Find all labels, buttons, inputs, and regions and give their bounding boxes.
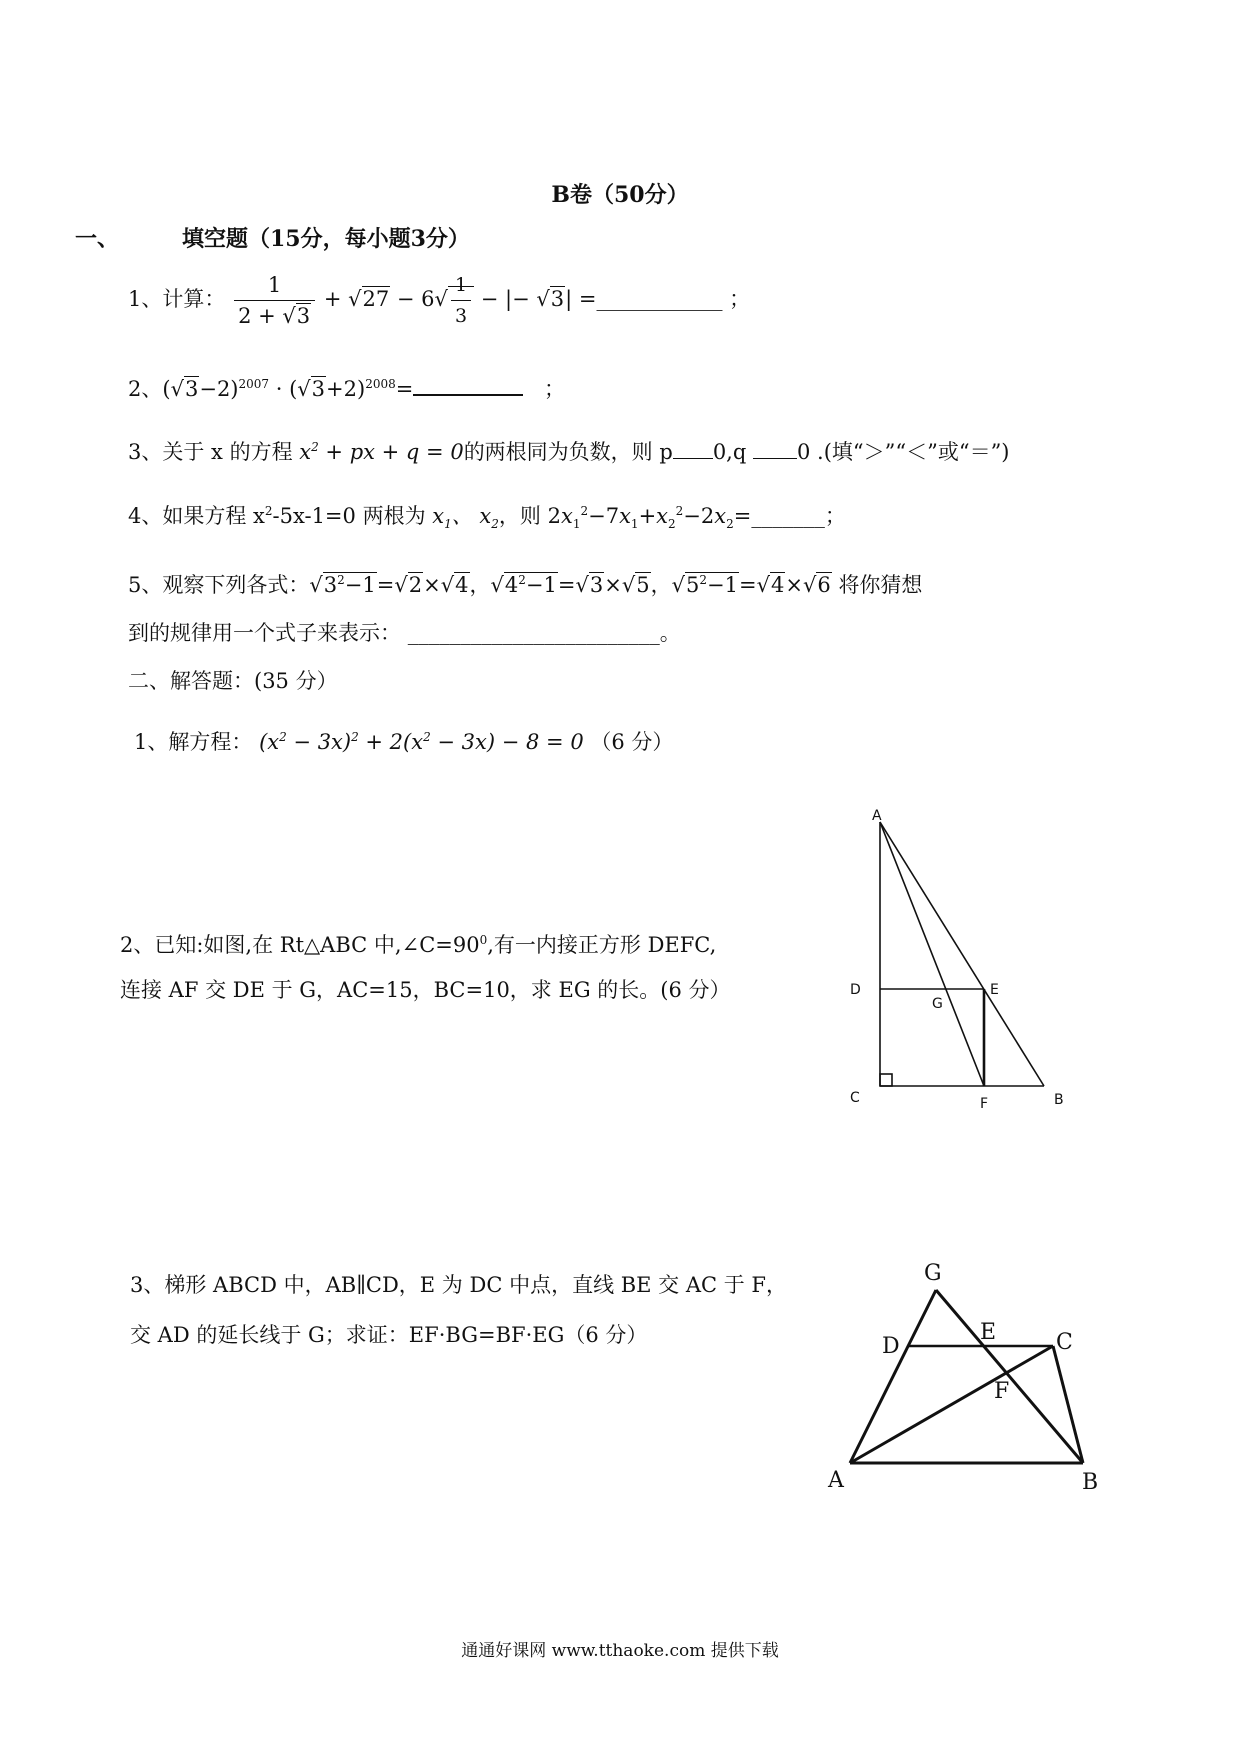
fig1-label-c: C <box>850 1090 860 1106</box>
fig2-label-e: E <box>980 1320 997 1345</box>
q2-end: ； <box>544 377 566 401</box>
q5-text-a: 观察下列各式： <box>162 573 310 597</box>
q1-frac-den: 2 + √3 <box>238 304 311 328</box>
fig1-label-d: D <box>850 982 861 998</box>
q3-text-b: 的两根同为负数，则 p <box>463 440 673 464</box>
fig2-label-g: G <box>924 1261 942 1286</box>
question-2-2-line1 <box>120 925 716 960</box>
fig2-label-a: A <box>828 1468 844 1492</box>
fig1-label-b: B <box>1054 1092 1064 1108</box>
q3-text-d: 0 .(填“＞”“＜”或“＝”) <box>796 440 1010 464</box>
q1-frac-num: 1 <box>234 270 315 301</box>
question-1-5 <box>128 565 922 600</box>
q4-expr: $2x_1^2-7x_1+x_2^2-2x_2=$ <box>547 504 752 532</box>
footer-text: 通通好课网 www.tthaoke.com 提供下载 <box>461 1641 779 1661</box>
q1-expr: + √27 − 6 <box>323 287 435 311</box>
fig2-label-c: C <box>1056 1330 1073 1355</box>
fig1-label-a: A <box>872 808 882 824</box>
q5-formulas: $√3^2-1=√2\times√4$，$√4^2-1=√3\times√5$，$√5^2-1=√4\times√6$ <box>309 573 831 597</box>
fig1-label-f: F <box>980 1096 989 1112</box>
fig1-label-g: G <box>932 996 943 1012</box>
q5-text-b: 将你猜想 <box>838 573 923 597</box>
question-2-3-line2: 交 AD 的延长线于 G；求证：EF·BG=BF·EG（6 分） <box>130 1323 648 1347</box>
q5-number: 5、 <box>128 573 163 597</box>
s2q2-line1-end: ,有一内接正方形 DEFC, <box>487 933 717 957</box>
figure-trapezoid <box>820 1252 1120 1492</box>
q3-text-a: 关于 x 的方程 <box>162 440 293 464</box>
question-1-1 <box>128 270 750 331</box>
q3-number: 3、 <box>128 440 163 464</box>
s2q2-degree: 0 <box>479 933 488 947</box>
fig1-right-angle-mark <box>880 1074 892 1086</box>
question-2-1 <box>134 722 673 757</box>
s2q1-points: （6 分） <box>590 730 674 754</box>
q1-number: 1、 <box>128 287 163 311</box>
q3-text-c: 0,q <box>712 440 747 464</box>
s2q2-line1: 2、已知:如图,在 Rt△ABC 中,∠C=90 <box>120 933 480 957</box>
question-2-3-line1: 3、梯形 ABCD 中，AB∥CD，E 为 DC 中点，直线 BE 交 AC 于 F， <box>130 1273 788 1297</box>
q5-end: 。 <box>659 621 681 645</box>
q2-blank[interactable] <box>413 394 523 396</box>
q4-text-c: ，则 <box>498 504 541 528</box>
q5-line2: 到的规律用一个式子来表示： <box>128 621 401 645</box>
question-2-2-line2: 连接 AF 交 DE 于 G，AC=15，BC=10，求 EG 的长。(6 分） <box>120 978 731 1002</box>
s2q1-label: 解方程： <box>168 730 253 754</box>
q4-roots: $x_1$、 $x_2$ <box>432 504 499 532</box>
q1-sqrt-frac: √ $\frac{1}{3}$ <box>435 270 474 331</box>
question-1-3 <box>128 432 1010 467</box>
q2-expr: $(√3-2)^{2007} \cdot (√3+2)^{2008}=$ <box>162 377 414 401</box>
fig2-label-f: F <box>994 1379 1010 1404</box>
q1-end: ； <box>729 287 751 311</box>
s2q1-number: 1、 <box>134 730 169 754</box>
q1-abs: − |− √3| = <box>480 287 597 311</box>
q5-blank: ________________________ <box>407 621 660 645</box>
q4-text-a: 如果方程 x <box>162 504 265 528</box>
s2q1-equation: $(x^2 - 3x)^2 + 2(x^2 - 3x) - 8 = 0$ <box>259 730 584 754</box>
section-2-title: 二、解答题：(35 分） <box>128 669 338 693</box>
q3-blank-q[interactable] <box>753 458 797 459</box>
q3-equation: $x^2$ + px + q = 0 <box>299 440 464 464</box>
fig1-line-af <box>880 822 984 1086</box>
q4-blank: _______ <box>751 504 825 528</box>
question-1-2 <box>128 369 565 404</box>
figure-right-triangle <box>840 808 1080 1118</box>
question-1-5-line2 <box>128 618 681 648</box>
section-1-number: 一、 <box>75 226 120 252</box>
fig1-side-ab <box>880 822 1044 1086</box>
fig2-label-d: D <box>882 1334 900 1359</box>
q1-blank: ____________ <box>596 287 723 311</box>
section-1-title: 填空题（15分，每小题3分） <box>182 226 470 252</box>
fig1-label-e: E <box>990 982 999 998</box>
q3-blank-p[interactable] <box>673 458 713 459</box>
question-1-4: 4、如果方程 $x^2-5x-1=0$ 两根为 $x_1$、 $x_2$，则 $2x_1^2-7x_1+x_2^2-2x_2=\_\_\_\_\_\_\_$； <box>128 504 846 532</box>
q4-end: ； <box>824 504 846 528</box>
q1-label: 计算： <box>162 287 226 311</box>
page-title: B卷（50分） <box>551 182 689 208</box>
fig2-label-b: B <box>1082 1470 1099 1492</box>
q4-text-b: -5x-1=0 两根为 <box>272 504 426 528</box>
q2-number: 2、 <box>128 377 163 401</box>
q4-number: 4、 <box>128 504 163 528</box>
q1-fraction <box>234 270 315 331</box>
